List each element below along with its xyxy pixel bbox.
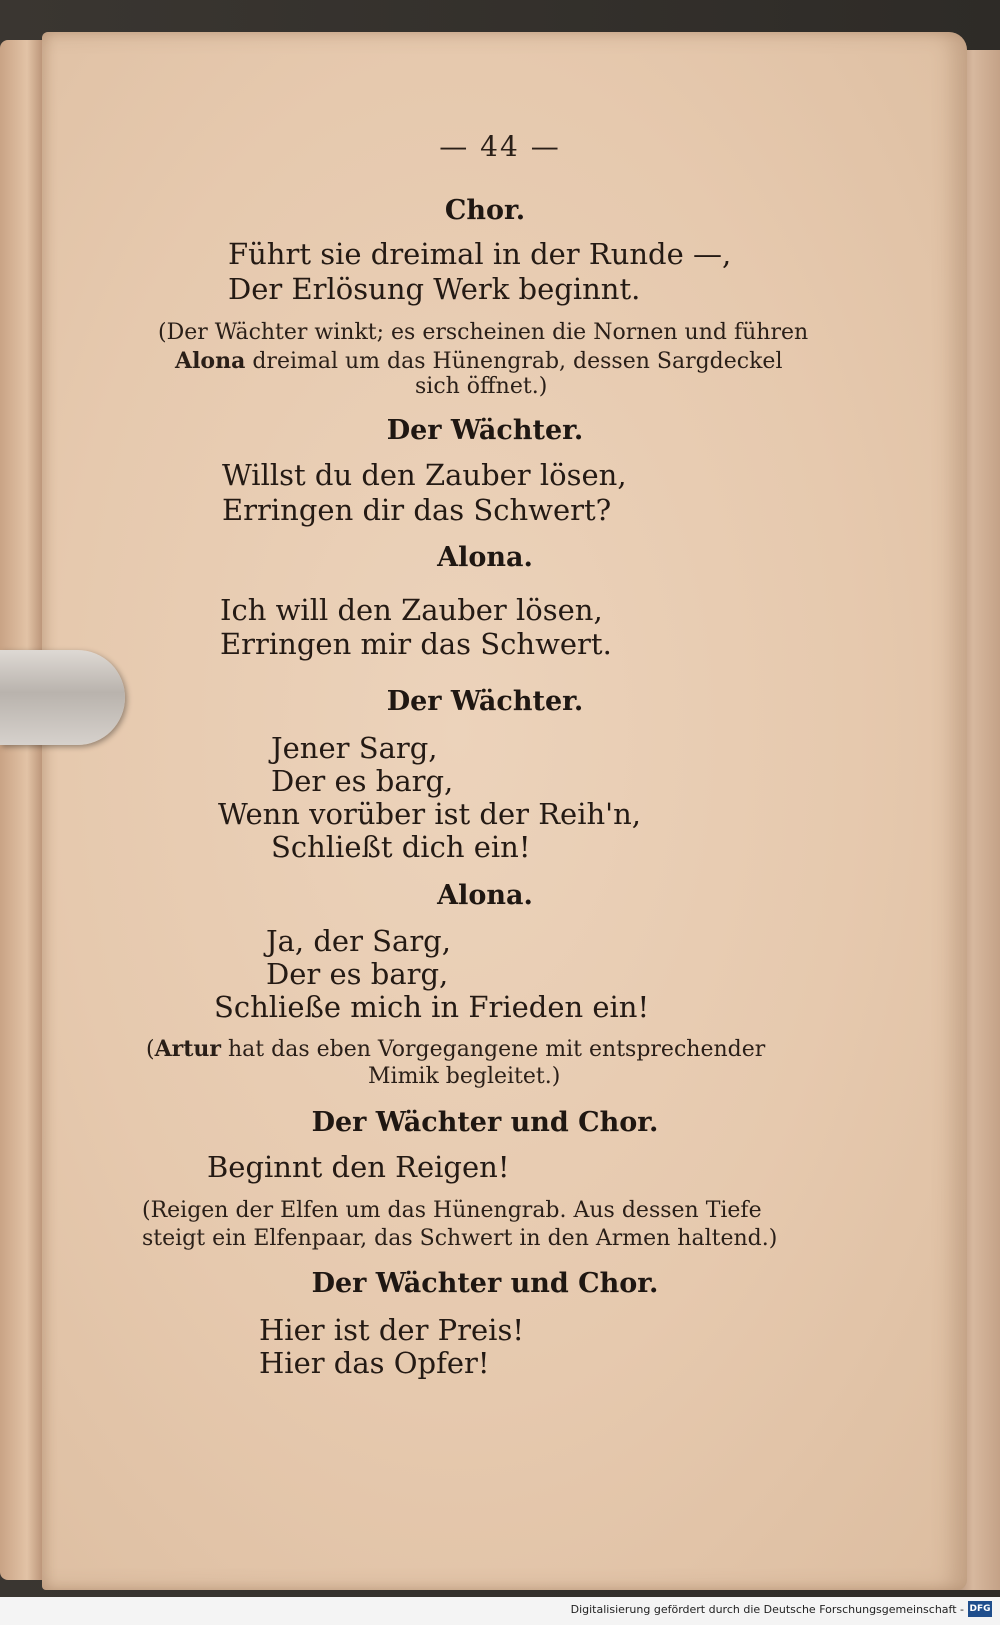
verse-line: Jener Sarg, [271, 731, 438, 765]
stage-direction: (Reigen der Elfen um das Hünengrab. Aus dessen Tiefe [142, 1198, 762, 1223]
verse-line: Ich will den Zauber lösen, [220, 593, 603, 627]
stage-direction-text: dreimal um das Hünengrab, dessen Sargdeckel [245, 349, 783, 374]
verse-line: Erringen dir das Schwert? [222, 493, 612, 527]
verse-line: Führt sie dreimal in der Runde —, [228, 237, 732, 271]
verse-line: Schließe mich in Frieden ein! [214, 990, 650, 1024]
verse-line: Ja, der Sarg, [266, 924, 451, 958]
stage-direction [146, 1036, 765, 1062]
stage-direction [175, 348, 782, 374]
verse-line: Erringen mir das Schwert. [220, 627, 612, 661]
funding-credit: Digitalisierung gefördert durch die Deutsche Forschungsgemeinschaft - [570, 1603, 964, 1616]
speaker-heading: Der Wächter. [386, 415, 584, 446]
speaker-heading: Der Wächter. [386, 686, 584, 717]
stage-direction-text: ( [146, 1037, 155, 1062]
stage-direction: Mimik begleitet.) [368, 1064, 561, 1089]
verse-line: Hier das Opfer! [259, 1346, 490, 1380]
verse-line: Schließt dich ein! [271, 830, 531, 864]
verse-line: Der es barg, [271, 764, 454, 798]
verse-line: Der es barg, [266, 957, 449, 991]
page-number: — 44 — [439, 130, 561, 163]
speaker-heading: Chor. [444, 195, 526, 226]
verse-line: Wenn vorüber ist der Reih'n, [218, 797, 642, 831]
verse-line: Willst du den Zauber lösen, [222, 458, 627, 492]
verse-line: Beginnt den Reigen! [207, 1150, 510, 1184]
dfg-logo-icon: DFG [968, 1601, 992, 1617]
speaker-heading: Der Wächter und Chor. [311, 1107, 659, 1138]
stage-direction: sich öffnet.) [415, 374, 548, 399]
speaker-heading: Alona. [437, 542, 533, 573]
character-name: Alona [175, 348, 246, 374]
stage-direction: (Der Wächter winkt; es erscheinen die Nornen und führen [158, 320, 809, 345]
character-name: Artur [154, 1036, 222, 1062]
stage-direction-text: hat das eben Vorgegangene mit entsprechender [221, 1037, 766, 1062]
speaker-heading: Alona. [437, 880, 533, 911]
left-page-edge [0, 40, 45, 1580]
footer-bar [0, 1597, 1000, 1625]
stage-direction: steigt ein Elfenpaar, das Schwert in den Armen haltend.) [142, 1226, 778, 1251]
speaker-heading: Der Wächter und Chor. [311, 1268, 659, 1299]
verse-line: Hier ist der Preis! [259, 1313, 524, 1347]
verse-line: Der Erlösung Werk beginnt. [228, 272, 641, 306]
